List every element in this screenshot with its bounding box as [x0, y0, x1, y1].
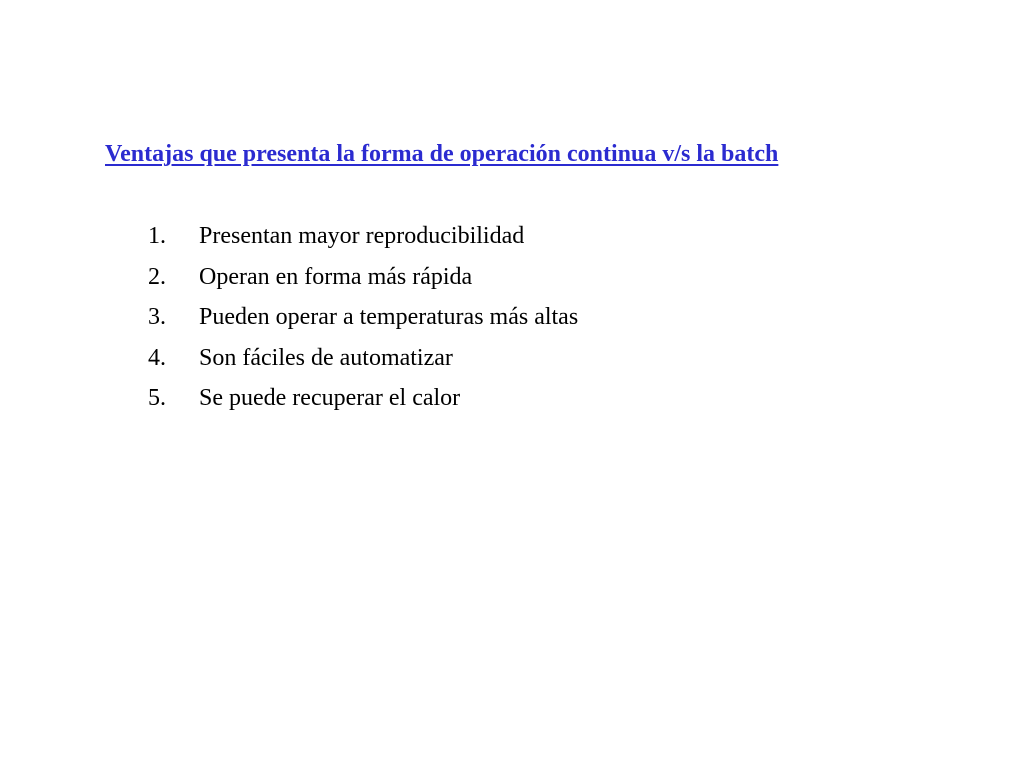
- list-item: [148, 299, 578, 340]
- list-item-number: 3.: [148, 304, 166, 330]
- list-item-number: 1.: [148, 223, 166, 249]
- list-item-text: Presentan mayor reproducibilidad: [199, 223, 525, 249]
- advantages-list: [148, 218, 578, 421]
- list-item-text: Pueden operar a temperaturas más altas: [199, 304, 579, 330]
- list-item-number: 5.: [148, 385, 166, 411]
- slide-title: Ventajas que presenta la forma de operación continua v/s la batch: [105, 141, 779, 167]
- list-item: [148, 380, 578, 421]
- list-item: [148, 340, 578, 381]
- list-item: [148, 259, 578, 300]
- list-item-text: Se puede recuperar el calor: [199, 385, 461, 411]
- list-item: [148, 218, 578, 259]
- list-item-number: 2.: [148, 263, 166, 290]
- list-item-text: Operan en forma más rápida: [199, 263, 473, 290]
- list-item-text: Son fáciles de automatizar: [199, 344, 453, 371]
- list-item-number: 4.: [148, 344, 166, 371]
